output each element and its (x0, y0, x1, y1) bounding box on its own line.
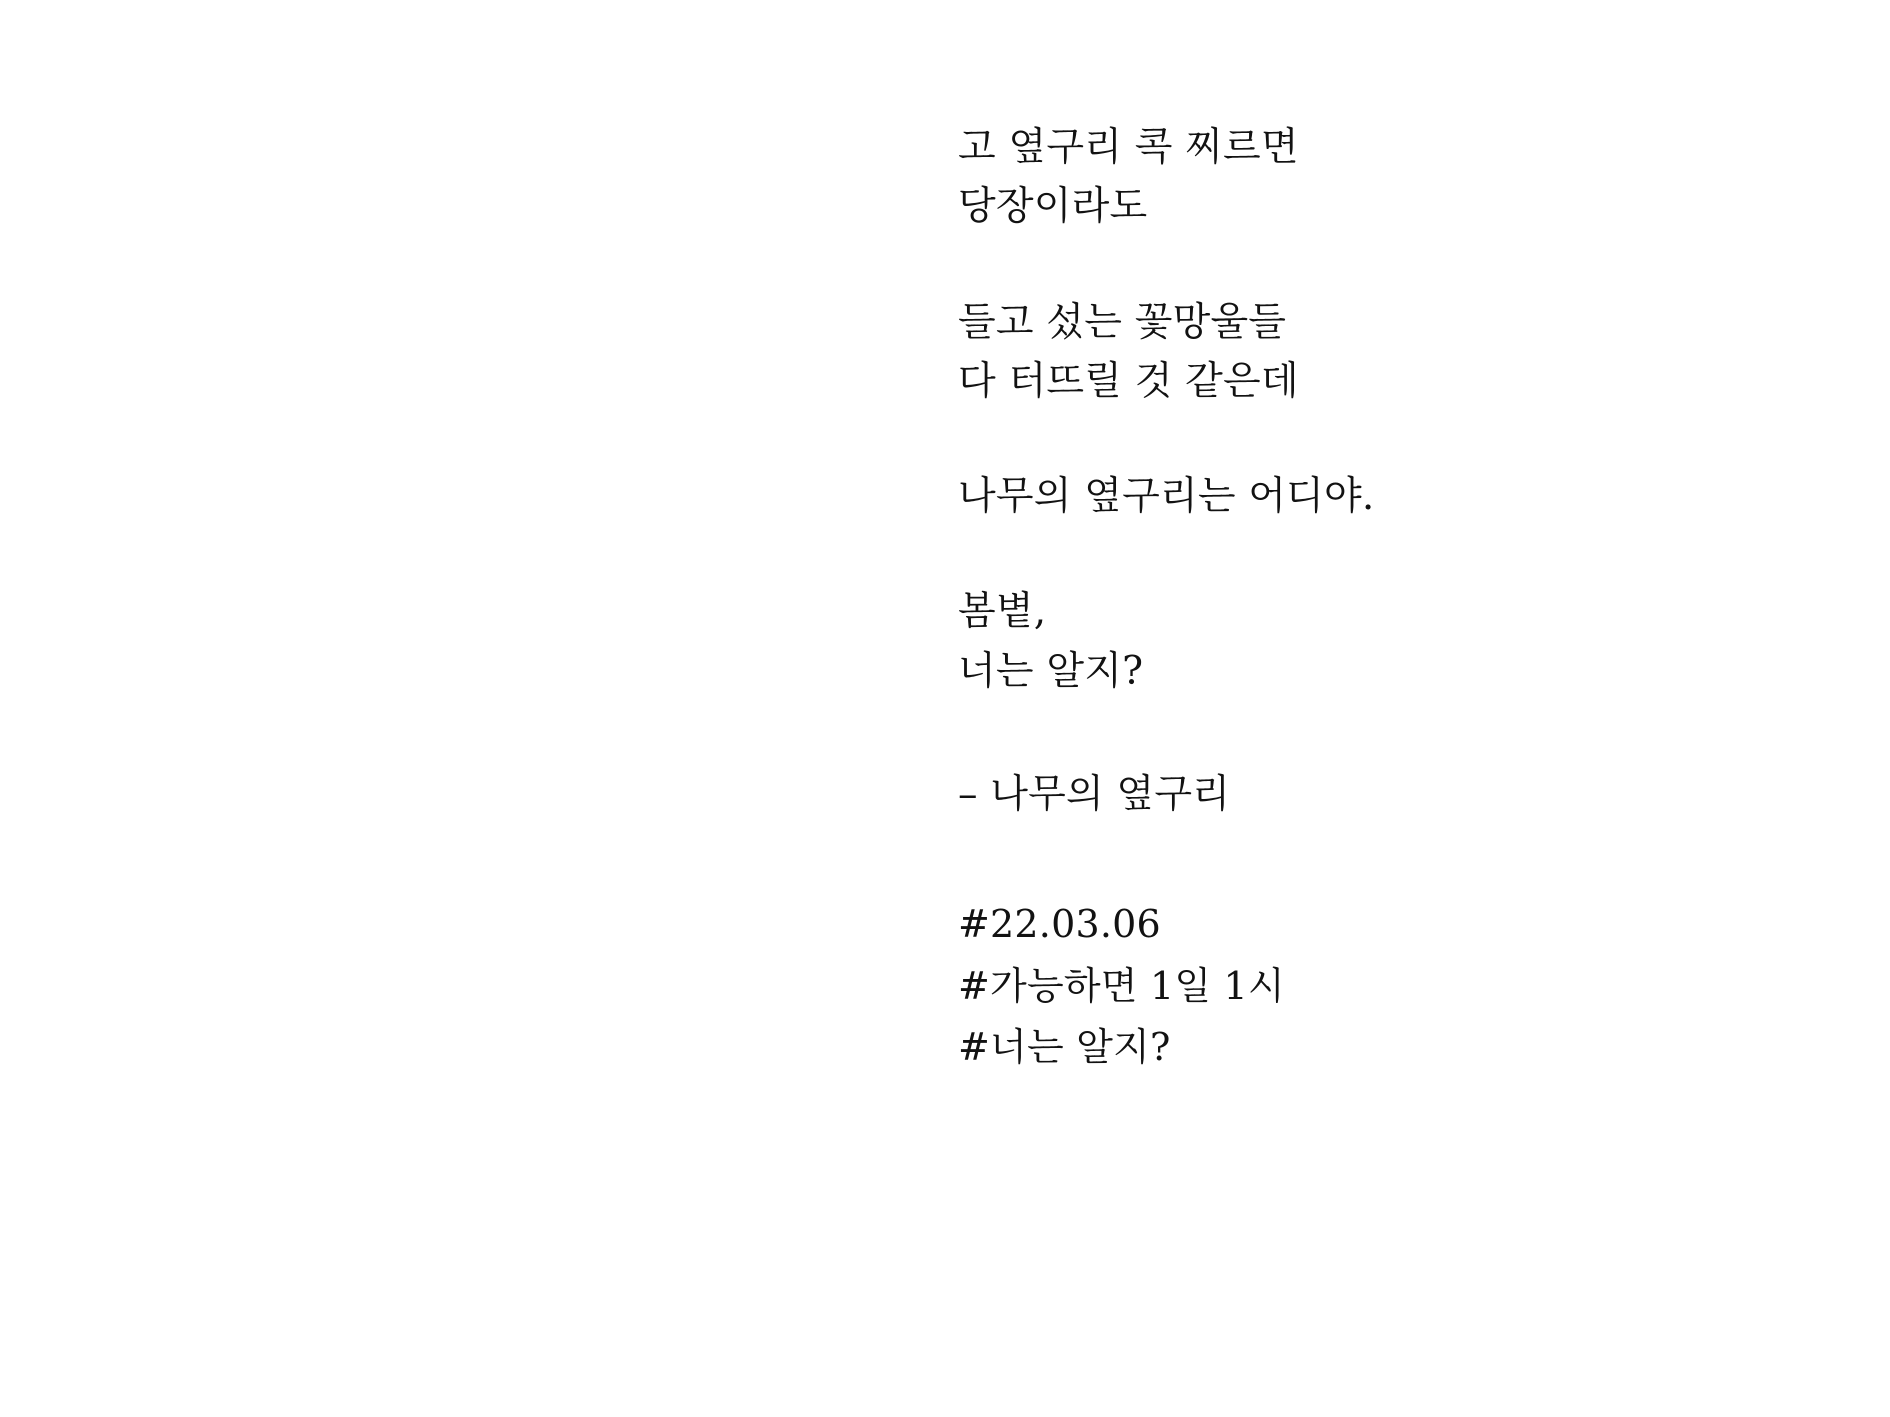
poem-body (958, 118, 1778, 1079)
hashtag-item: #22.03.06 (958, 902, 1161, 947)
hashtag-item: #너는 알지? (958, 1025, 1171, 1070)
poem-line: 나무의 옆구리는 어디야. (958, 474, 1375, 520)
poem-line: 들고 섰는 꽃망울들 (958, 299, 1287, 345)
stanza-2 (958, 293, 1778, 412)
stanza-4 (958, 582, 1778, 701)
poem-attribution (958, 765, 1778, 824)
poem-line: 너는 알지? (958, 648, 1144, 694)
hashtag-item: #가능하면 1일 1시 (958, 963, 1285, 1008)
poem-line: 봄볕, (958, 589, 1047, 635)
hashtag-list (958, 894, 1778, 1079)
poem-line: 다 터뜨릴 것 같은데 (958, 358, 1299, 404)
attribution-line: – 나무의 옆구리 (958, 771, 1231, 817)
stanza-1 (958, 118, 1778, 237)
poem-line: 당장이라도 (958, 184, 1148, 230)
stanza-3 (958, 467, 1778, 526)
poem-line: 고 옆구리 콕 찌르면 (958, 125, 1299, 170)
